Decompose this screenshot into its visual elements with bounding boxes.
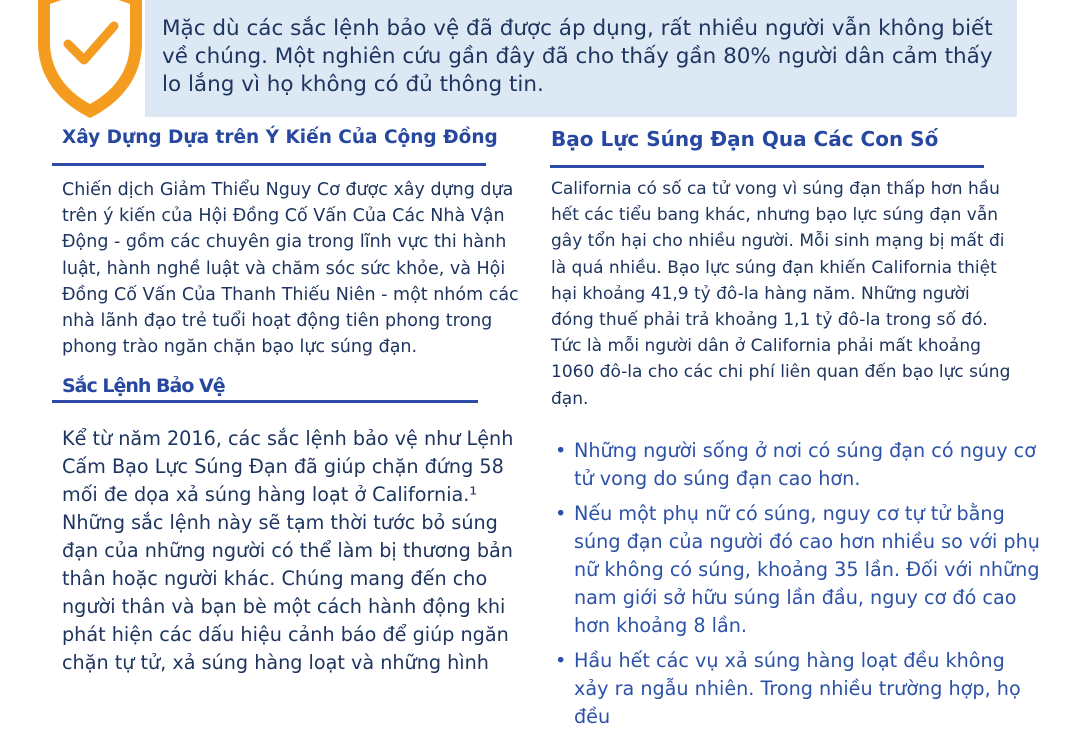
facts-list xyxy=(552,437,1042,738)
heading-gun-violence-numbers: Bạo Lực Súng Đạn Qua Các Con Số xyxy=(551,127,939,151)
community-input-paragraph: Chiến dịch Giảm Thiểu Nguy Cơ được xây dựng dựa trên ý kiến của Hội Đồng Cố Vấn Của Các Nhà Vận Động - gồm các chuyên gia trong lĩnh vực thi hành luật, hành nghề luật và chăm sóc sức khỏe, và Hội Đồng Cố Vấn Của Thanh Thiếu Niên - một nhóm các nhà lãnh đạo trẻ tuổi hoạt động tiên phong trong phong trào ngăn chặn bạo lực súng đạn. xyxy=(62,180,519,358)
list-item: • Nếu một phụ nữ có súng, nguy cơ tự tử bằng súng đạn của người đó cao hơn nhiều so với phụ nữ không có súng, khoảng 35 lần. Đối với những nam giới sở hữu súng lần đầu, nguy cơ đó cao hơn khoảng 8 lần. xyxy=(552,500,1042,640)
list-item: • Hầu hết các vụ xả súng hàng loạt đều không xảy ra ngẫu nhiên. Trong nhiều trường hợp, họ đều xyxy=(552,647,1042,731)
heading-underline xyxy=(52,400,478,403)
protective-orders-paragraph: Kể từ năm 2016, các sắc lệnh bảo vệ như Lệnh Cấm Bạo Lực Súng Đạn đã giúp chặn đứng 58 mối đe dọa xả súng hàng loạt ở California.¹ Những sắc lệnh này sẽ tạm thời tước bỏ súng đạn của những người có thể làm bị thương bản thân hoặc người khác. Chúng mang đến cho người thân và bạn bè một cách hành động khi phát hiện các dấu hiệu cảnh báo để giúp ngăn chặn tự tử, xả súng hàng loạt và những hình xyxy=(62,427,514,674)
heading-protective-orders: Sắc Lệnh Bảo Vệ xyxy=(62,375,225,397)
list-item: • Những người sống ở nơi có súng đạn có nguy cơ tử vong do súng đạn cao hơn. xyxy=(552,437,1042,493)
shield-check-icon xyxy=(30,0,150,122)
heading-community-input: Xây Dựng Dựa trên Ý Kiến Của Cộng Đồng xyxy=(62,127,498,148)
heading-underline xyxy=(52,163,486,166)
heading-underline xyxy=(550,165,984,168)
gun-violence-paragraph: California có số ca tử vong vì súng đạn thấp hơn hầu hết các tiểu bang khác, nhưng bạo lực súng đạn vẫn gây tổn hại cho nhiều người. Mỗi sinh mạng bị mất đi là quá nhiều. Bạo lực súng đạn khiến California thiệt hại khoảng 41,9 tỷ đô-la hàng năm. Những người đóng thuế phải trả khoảng 1,1 tỷ đô-la trong số đó. Tức là mỗi người dân ở California phải mất khoảng 1060 đô-la cho các chi phí liên quan đến bạo lực súng đạn. xyxy=(551,179,1011,409)
banner-text: Mặc dù các sắc lệnh bảo vệ đã được áp dụng, rất nhiều người vẫn không biết về chúng. Một nghiên cứu gần đây đã cho thấy gần 80% người dân cảm thấy lo lắng vì họ không có đủ thông tin. xyxy=(162,16,993,97)
